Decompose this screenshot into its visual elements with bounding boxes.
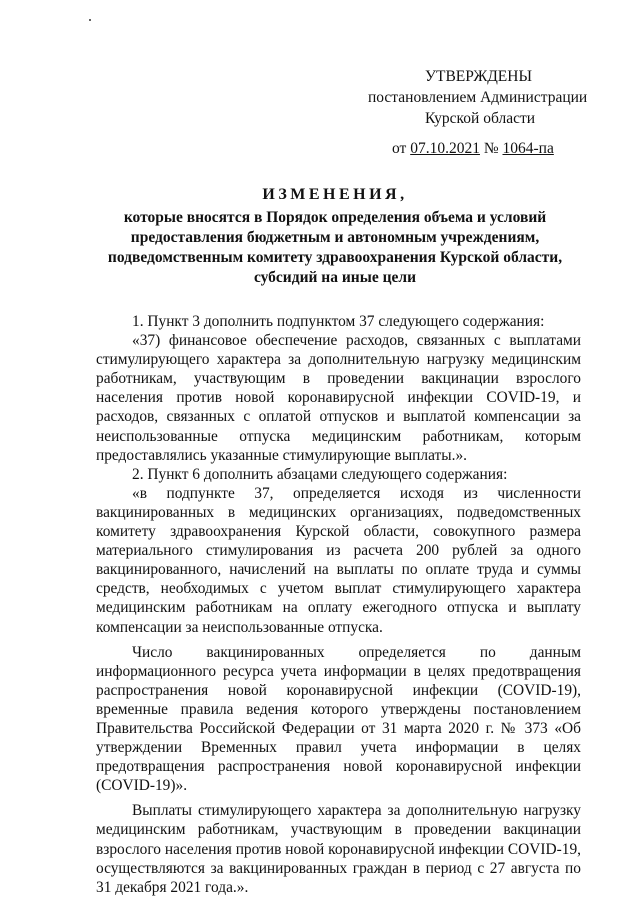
scan-speck	[89, 19, 91, 21]
document-title	[90, 185, 580, 288]
paragraph-5: Число вакцинированных определяется по данным информационного ресурса учета информации в целях предотвращения распространения новой коронавирусной инфекции (COVID-19), временные правила ведения которого утверждены постановлением Правительства Российской Федерации от 31 марта 2020 г. № 373 «Об утверждении Временных правил учета информации в целях предотвращения распространения новой коронавирусной инфекции (COVID-19)».	[96, 643, 581, 795]
paragraph-4: «в подпункте 37, определяется исходя из численности вакцинированных в медицинских организациях, подведомственных комитету здравоохранения Курской области, совокупного размера материального стимулирования из расчета 200 рублей за одного вакцинированного, начислений на выплаты по оплате труда и суммы средств, необходимых с учетом выплат стимулирующего характера медицинским работникам на оплату ежегодного отпуска и выплату компенсации за неиспользованные отпуска.	[96, 484, 581, 636]
approval-date: 07.10.2021	[410, 140, 480, 157]
title-line-1: которые вносятся в Порядок определения объема и условий	[123, 209, 547, 226]
paragraph-1: 1. Пункт 3 дополнить подпунктом 37 следующего содержания:	[132, 313, 545, 330]
approval-region: Курской области	[425, 110, 536, 127]
number-sign: №	[483, 140, 499, 157]
title-line-3: подведомственным комитету здравоохранения Курской области,	[107, 249, 563, 266]
title-line-4: субсидий на иные цели	[253, 269, 417, 286]
paragraph-3: 2. Пункт 6 дополнить абзацами следующего содержания:	[132, 465, 508, 483]
paragraph-2: «37) финансовое обеспечение расходов, связанных с выплатами стимулирующего характера за дополнительную нагрузку медицинским работникам, участвующим в проведении вакцинации взрослого населения против новой коронавирусной инфекции COVID-19, и расходов, связанных с оплатой отпусков и выплатой компенсации за неиспользованные отпуска медицинским работникам, которым предоставлялись указанные стимулирующие выплаты.».	[96, 332, 581, 464]
title-line-2: предоставления бюджетным и автономным учреждениям,	[130, 229, 540, 246]
approval-number: 1064-па	[502, 140, 554, 157]
approval-date-number	[368, 138, 620, 159]
approval-stamp-block	[368, 66, 620, 159]
from-label: от	[392, 140, 407, 157]
approval-title: УТВЕРЖДЕНЫ	[425, 68, 532, 85]
approval-issuer: постановлением Администрации	[368, 89, 588, 106]
paragraph-6: Выплаты стимулирующего характера за дополнительную нагрузку медицинским работникам, участвующим в проведении вакцинации взрослого населения против новой коронавирусной инфекции COVID-19, осуществляются за вакцинированных граждан в период с 27 августа по 31 декабря 2021 года.».	[96, 802, 581, 896]
document-body	[96, 312, 581, 897]
title-heading: ИЗМЕНЕНИЯ,	[262, 186, 408, 203]
